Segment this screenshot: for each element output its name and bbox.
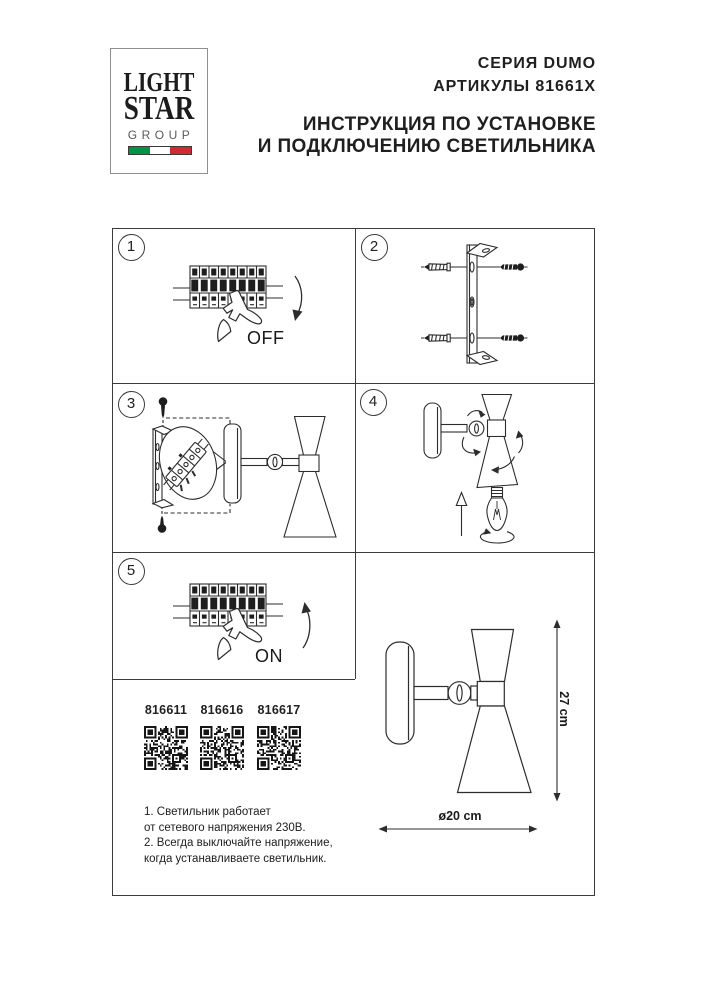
note-line-4: когда устанавливаете светильник. — [144, 852, 327, 865]
breaker-off-label: OFF — [247, 328, 285, 348]
articles-line: АРТИКУЛЫ 81661X — [433, 78, 596, 95]
title-line-1: ИНСТРУКЦИЯ ПО УСТАНОВКЕ — [302, 114, 596, 135]
step-2-number: 2 — [361, 234, 388, 261]
shade-and-bulb-illustration — [424, 395, 523, 544]
article-number-2: 816616 — [200, 703, 244, 717]
step-3-number: 3 — [118, 391, 145, 418]
breaker-on-label: ON — [255, 646, 283, 666]
step-5-number: 5 — [118, 558, 145, 585]
logo-word-group: GROUP — [127, 128, 195, 142]
diameter-dimension-label: ø20 cm — [438, 809, 482, 823]
note-line-1: 1. Светильник работает — [144, 806, 271, 818]
logo-word-light: LIGHT — [123, 67, 195, 97]
note-line-2: от сетевого напряжения 230В. — [144, 821, 306, 834]
logo-word-star: STAR — [123, 90, 195, 127]
step-1-number: 1 — [118, 234, 145, 261]
series-line: СЕРИЯ DUMO — [477, 55, 596, 72]
lamp-dimensions-illustration — [379, 620, 561, 833]
title-line-2: И ПОДКЛЮЧЕНИЮ СВЕТИЛЬНИКА — [257, 135, 596, 157]
breaker-off-illustration — [173, 266, 303, 342]
mounting-bracket-illustration — [421, 244, 528, 365]
step-4-number: 4 — [360, 389, 387, 416]
note-line-3: 2. Всегда выключайте напряжение, — [144, 837, 333, 850]
height-dimension-label: 27 cm — [557, 691, 571, 727]
wall-mounting-illustration — [150, 397, 336, 537]
article-number-1: 816611 — [144, 703, 188, 717]
breaker-on-illustration — [173, 584, 311, 660]
article-number-3: 816617 — [257, 703, 301, 717]
